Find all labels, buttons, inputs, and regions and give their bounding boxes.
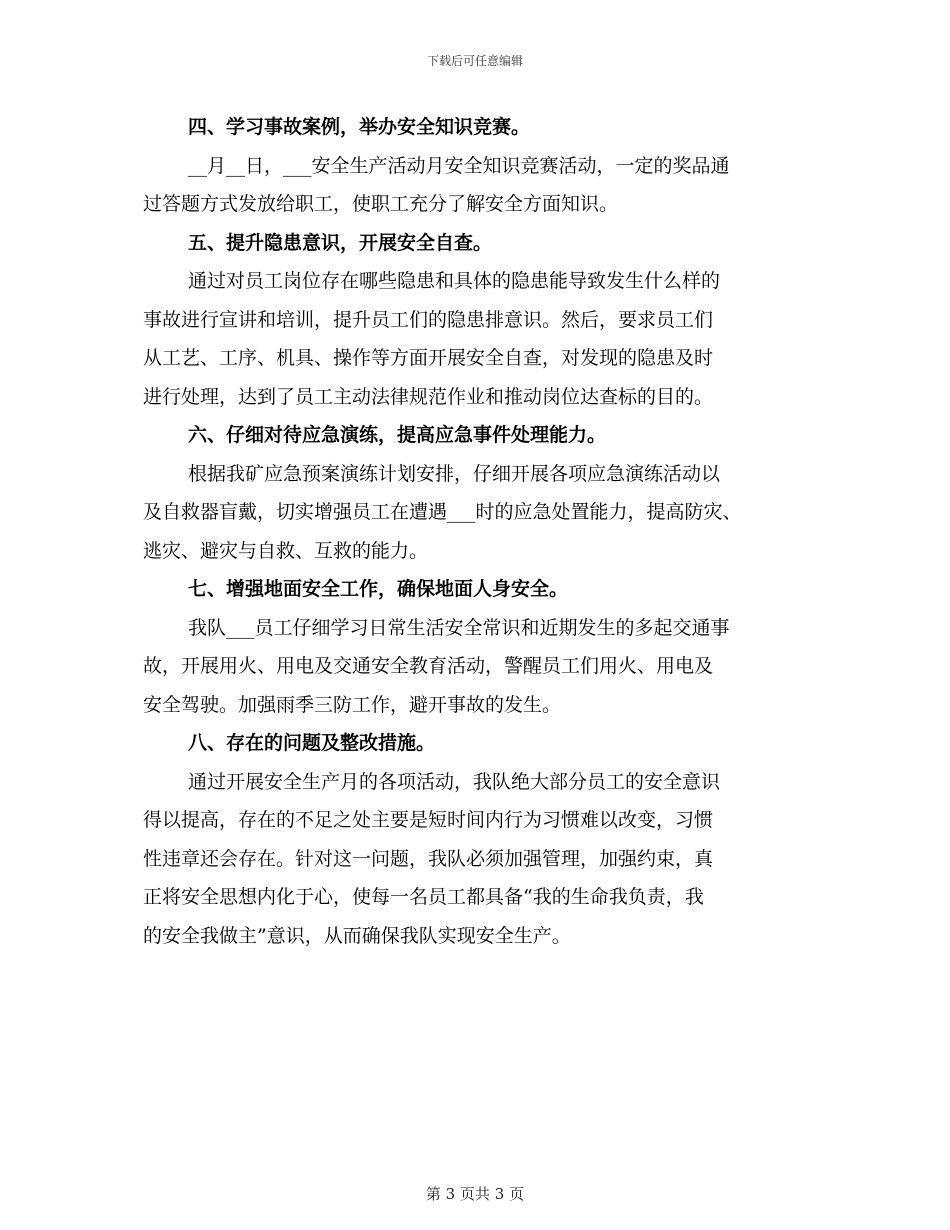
paragraph-line: 事故进行宣讲和培训，提升员工们的隐患排意识。然后，要求员工们 xyxy=(143,308,714,331)
paragraph-line: __月__日，___安全生产活动月安全知识竞赛活动，一定的奖品通 xyxy=(188,154,730,177)
paragraph-line: 安全驾驶。加强雨季三防工作，避开事故的发生。 xyxy=(143,693,562,716)
paragraph-line: 通过开展安全生产月的各项活动，我队绝大部分员工的安全意识 xyxy=(188,770,721,793)
section-heading-5: 五、提升隐患意识，开展安全自查。 xyxy=(188,231,493,254)
paragraph-line: 通过对员工岗位存在哪些隐患和具体的隐患能导致发生什么样的 xyxy=(188,270,721,292)
section-heading-7: 七、增强地面安全工作，确保地面人身安全。 xyxy=(188,578,569,600)
page-footer: 第 3 页共 3 页 xyxy=(425,1185,525,1203)
paragraph-line: 进行处理，达到了员工主动法律规范作业和推动岗位达查标的目的。 xyxy=(143,385,714,408)
paragraph-line: 正将安全思想内化于心，使每一名员工都具备“我的生命我负责，我 xyxy=(143,886,704,908)
section-heading-6: 六、仔细对待应急演练，提高应急事件处理能力。 xyxy=(188,424,607,446)
paragraph-line: 从工艺、工序、机具、操作等方面开展安全自查，对发现的隐患及时 xyxy=(143,347,714,369)
paragraph-line: 故，开展用火、用电及交通安全教育活动，警醒员工们用火、用电及 xyxy=(143,655,714,677)
paragraph-line: 性违章还会存在。针对这一问题，我队必须加强管理，加强约束，真 xyxy=(143,847,714,870)
paragraph-line: 根据我矿应急预案演练计划安排，仔细开展各项应急演练活动以 xyxy=(188,462,721,485)
section-heading-4: 四、学习事故案例，举办安全知识竞赛。 xyxy=(188,116,531,138)
page-header: 下载后可任意编辑 xyxy=(426,54,523,68)
document-body xyxy=(143,108,823,955)
paragraph-line: 逃灾、避灾与自救、互救的能力。 xyxy=(143,539,429,562)
paragraph-line: 的安全我做主”意识，从而确保我队实现安全生产。 xyxy=(143,924,571,947)
section-heading-8: 八、存在的问题及整改措施。 xyxy=(188,732,436,754)
paragraph-line: 我队___员工仔细学习日常生活安全常识和近期发生的多起交通事 xyxy=(188,616,730,639)
paragraph-line: 及自救器盲戴，切实增强员工在遭遇___时的应急处置能力，提高防灾、 xyxy=(143,501,742,523)
paragraph-line: 得以提高，存在的不足之处主要是短时间内行为习惯难以改变，习惯 xyxy=(143,809,714,831)
paragraph-line: 过答题方式发放给职工，使职工充分了解安全方面知识。 xyxy=(143,193,619,215)
